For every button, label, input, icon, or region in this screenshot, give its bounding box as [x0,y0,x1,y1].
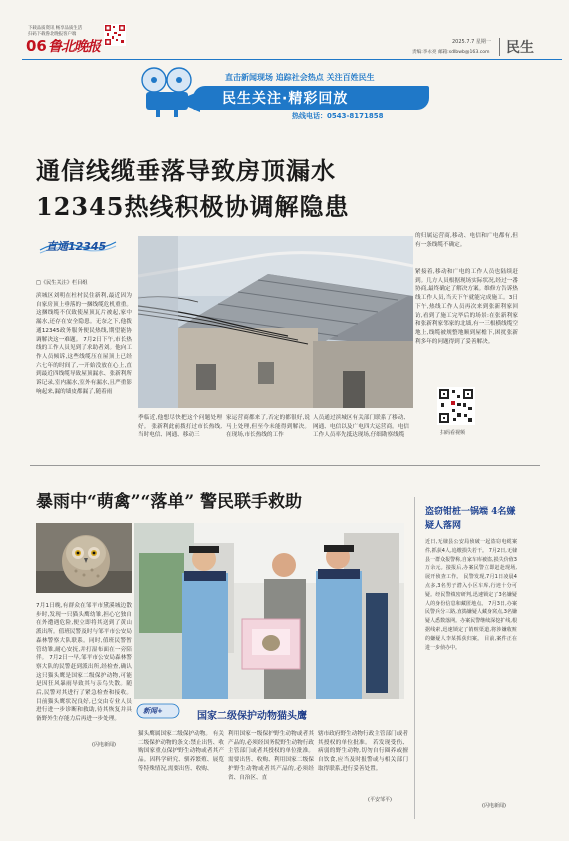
story1-col2: 季临近,他想尽快把这个问题处理好。 张新利此前拨打过市长热线,当时电信、网通、移动三 [138,415,222,439]
header-tagline-2: 扫码下载鲁北晚报客户端 [28,32,77,37]
section-name: 民生 [506,40,534,56]
story1-col1: 滨城区刘明在杜村民住新利,最近因为自家房顶上垂落的一捆线缆危机重重。这捆线缆不仅致使屋顶瓦片被起,家中漏水,还存在安全隐患。无奈之下,他拨通12345政务服务便民热线,期望能协调解决这一难题。 7月2日下午,市长热线的工作人员见到了求助者刘。他向工作人员倾诉,这些线缆压在屋顶上已经六七年的时间了,一开始没放在心上,直到最近四线缆导致屋顶漏水、张新利所诉记录,室内漏水,室外有漏水,且严重影响起来,漏的墙皮都漏了,随着雨 [36,293,132,395]
story2-col1-credit: (闪电新闻) [92,742,116,748]
banner-hotline: 热线电话：0543-8171858 [292,112,384,120]
editor-line: 责编:李永亮 邮箱:sdlbwb@163.com [412,50,490,55]
story1-col3: 家运营商都来了,否定的都很好,说马上处理,但至今未能得到解决。 在现场,市长热线的工作 [226,415,310,439]
header-divider [499,38,500,56]
issue-date: 2025.7.7 星期一 [452,39,491,45]
story1-col5-bottom: 紧接着,移动和广电的工作人员也陆续赶到。几方人员根据现场实际状况,经过一番协商,最终确定了解决方案。维修方告诉热线工作人员,当天下午就能完成施工。3日下午,热线工作人员再次来到张新利家回访,看到了施工完毕后的场景:在张新利家和张新利家邻家的北墙,有一三根横线缆空地上,线缆被规整地顺到屋檐下,困扰张新利多年的问题得到了妥善解决。 [415,269,518,345]
story2-col3: 利用国家一级保护野生动物或者其产品的,必须经国务院野生动物行政主管部门或者其授权的单位批准。 需要出售、收购、利用国家二级保护野生动物或者其产品的,必须经省、自治区、直 [228,731,314,781]
video-qr-code-icon[interactable] [437,387,475,425]
story2-headline: 暴雨中“萌禽”“落单” 警民联手救助 [36,492,303,512]
story3-body: 近日,无棣县公安局侦破一起盗窃电缆案件,抓获4人,追缴损失若干。 7月2日,无棣县一群众报警称,自家车库被盗,损失价值3万余元。接报后,办案民警立即赶赴现场,展开侦查工作。 民警发现,7月1日凌晨4点多,3名男子潜入小区车库,行迹十分可疑。经民警缜密研判,迅速锁定了3名嫌疑人的身份信息和藏匿地点。 7月3日,办案民警兵分三路,直捣嫌疑人藏身窝点,3名嫌疑人悉数落网。办案民警继续深挖扩线,根据线索,迅速锁定了销赃渠道,将涉嫌收赃的嫌疑人李某抓获归案。 目前,案件正在进一步侦办中。 [425,539,517,651]
story1-headline-line1: 通信线缆垂落导致房顶漏水 [36,156,336,185]
story3-credit: (闪电新闻) [482,803,506,809]
direct-12345-badge [38,236,118,256]
header-tagline-1: 下载品质资讯 畅享品质生活 [28,26,83,31]
story1-photo-roof-cables [138,236,413,408]
news-plus-label: 新闻+ [143,707,163,715]
paper-logo: 鲁北晚报 [48,39,100,55]
story2-col2: 猫头鹰属国家二级保护动物。 有关二级保护动物的条文:禁止出售、收购国家重点保护野生动物或者其产品。因科学研究、驯养繁殖、展览等特殊情况,需要出售、收购、 [138,731,224,772]
story1-col5-top: 的归属运营商,移动、电信和广电都有,但有一条线缆不确定。 [415,233,518,248]
story2-sub-headline: 国家二级保护动物猫头鹰 [197,711,307,722]
story1-column-label: □《民生关注》栏目组 [36,280,88,286]
story2-photo-owlet [36,523,132,593]
story2-photo-police-handover [134,523,404,699]
story1-headline-line2: 12345热线积极协调解隐患 [36,192,350,221]
page-number: 06 [26,37,47,55]
story3-headline: 盗窃钳桩一锅端 4名嫌疑人落网 [425,507,516,531]
section-divider [30,465,540,466]
banner-title: 民生关注·精彩回放 [222,91,349,107]
app-qr-code-icon[interactable] [104,24,126,46]
story2-col4-credit: (平安邹平) [368,797,392,803]
banner-slogan: 直击新闻现场 追踪社会热点 关注百姓民生 [225,73,375,82]
header-rule [22,59,562,60]
direct-12345-label: 直通12345 [46,240,107,253]
qr-caption: 扫码看视频 [440,430,466,436]
story2-col4: 辖市政府野生动物行政主管部门或者其授权的单位批准。 若发现受伤、病弱的野生动物,切勿自行圈养或擅自饮食,应当及时报警或与相关部门取得联系,进行妥善处置。 [318,731,408,772]
column-divider [414,497,415,819]
story1-col4: 人员通过滨城区有关部门联系了移动、网通、电信以及广电四大运营商。电信工作人员率先抵达现场,仔细勘察线缆 [313,415,409,439]
story2-col1: 7月1日晚,有群众在邹平市黛溪城边散步时,发现一只猫头鹰幼雏,担心它独自在外遭遇危险,便立即将其送到了黄山派出所。值班民警及时与邹平市公安局森林警察大队联系。同时,值班民警暂管幼雏,耐心安抚,并打湿布面在一旁陪伴。 7月2日一早,邹平市公安局森林警察大队的民警赶到派出所,经检查,确认这只猫头鹰是国家二级保护动物,可能是因狂风暴雨导致其与亲鸟失散。随后,民警对其进行了紧急检查和接收。 目前猫头鹰状况良好,已交由专业人员进行进一步诊断和救助,待其恢复并具备野外生存能力后再进一步处理。 [36,603,132,723]
